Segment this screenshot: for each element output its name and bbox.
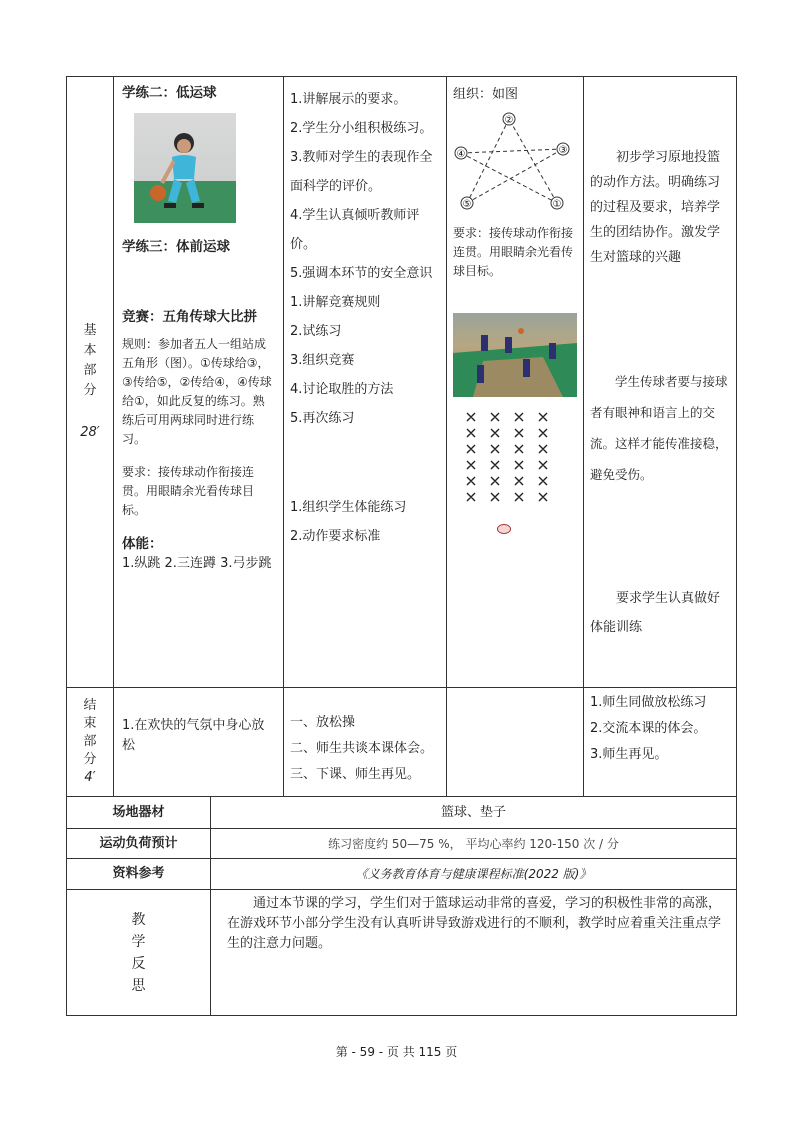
contest-rules: 规则：参加者五人一组站成五角形（图）。①传球给③，③传给⑤，②传给④，④传球给①，如此反复的练习。熟练后可用两球同时进行练习。 bbox=[122, 337, 272, 446]
end-steps-cell bbox=[284, 688, 447, 797]
end-phase-row bbox=[67, 688, 737, 797]
star-label: ④ bbox=[456, 149, 466, 160]
end-phase-cell bbox=[67, 688, 114, 797]
fitness-items: 1.纵跳 2.三连蹲 3.弓步跳 bbox=[122, 556, 272, 571]
drill2-title: 学练二：低运球 bbox=[122, 85, 217, 101]
end-phase-name: 结 束 部 分 bbox=[83, 698, 97, 767]
step-item: 2.动作要求标准 bbox=[290, 529, 381, 544]
end-content: 1.在欢快的气氛中身心放松 bbox=[122, 718, 265, 753]
teacher-marker-icon bbox=[497, 524, 511, 534]
step-item: 1.师生同做放松练习 bbox=[590, 695, 707, 710]
step-item: 5.强调本环节的安全意识 bbox=[290, 266, 433, 281]
lesson-plan-sheet bbox=[66, 76, 736, 1016]
reference-label: 资料参考 bbox=[67, 859, 211, 890]
step-item: 三、下课、师生再见。 bbox=[290, 767, 421, 782]
teacher-steps-a bbox=[290, 85, 440, 288]
contest-title: 竞赛：五角传球大比拼 bbox=[122, 309, 257, 325]
main-phase-row bbox=[67, 77, 737, 688]
teacher-steps-c bbox=[290, 493, 440, 551]
fitness-title: 体能： bbox=[122, 536, 163, 552]
step-item: 2.交流本课的体会。 bbox=[590, 721, 707, 736]
organization-requirement: 要求：接传球动作衔接连贯。用眼睛余光看传球目标。 bbox=[453, 226, 574, 278]
main-phase-name: 基 本 部 分 bbox=[83, 323, 97, 398]
step-item: 3.师生再见。 bbox=[590, 747, 668, 762]
venue-row bbox=[67, 797, 737, 829]
organization-cell bbox=[447, 77, 584, 688]
step-item: 1.组织学生体能练习 bbox=[290, 500, 407, 515]
venue-label: 场地器材 bbox=[67, 797, 211, 829]
goal-2: 学生传球者要与接球者有眼神和语言上的交流。这样才能传准接稳，避免受伤。 bbox=[590, 374, 728, 482]
step-item: 1.讲解竞赛规则 bbox=[290, 295, 381, 310]
step-item: 2.试练习 bbox=[290, 324, 342, 339]
teacher-steps-b bbox=[290, 288, 440, 433]
star-diagram bbox=[453, 111, 577, 218]
organization-label: 组织：如图 bbox=[453, 87, 519, 102]
goal-3: 要求学生认真做好体能训练 bbox=[590, 591, 721, 635]
fitness-formation-grid bbox=[463, 409, 577, 512]
end-goals-cell bbox=[584, 688, 737, 797]
end-organization-cell bbox=[447, 688, 584, 797]
reference-row bbox=[67, 859, 737, 890]
goals-cell bbox=[584, 77, 737, 688]
lesson-meta-table bbox=[66, 796, 737, 1016]
star-label: ① bbox=[552, 199, 562, 210]
step-item: 4.学生认真倾听教师评价。 bbox=[290, 208, 420, 252]
load-label: 运动负荷预计 bbox=[67, 829, 211, 859]
step-item: 4.讨论取胜的方法 bbox=[290, 382, 394, 397]
main-content-cell bbox=[114, 77, 284, 688]
main-phase-cell bbox=[67, 77, 114, 688]
star-label: ③ bbox=[558, 145, 568, 156]
teacher-steps-cell bbox=[284, 77, 447, 688]
reflection-label: 教 学 反 思 bbox=[131, 911, 146, 994]
end-phase-duration: 4′ bbox=[84, 770, 96, 785]
load-value: 练习密度约 50—75 %， 平均心率约 120-150 次 / 分 bbox=[211, 829, 737, 859]
reference-value: 《义务教育体育与健康课程标准(2022 版)》 bbox=[211, 859, 737, 890]
lesson-plan-table bbox=[66, 76, 737, 797]
step-item: 5.再次练习 bbox=[290, 411, 355, 426]
main-phase-duration: 28′ bbox=[80, 425, 100, 440]
step-item: 2.学生分小组积极练习。 bbox=[290, 121, 433, 136]
venue-value: 篮球、垫子 bbox=[211, 797, 737, 829]
step-item: 3.教师对学生的表现作全面科学的评价。 bbox=[290, 150, 433, 194]
passing-practice-photo bbox=[453, 313, 577, 397]
low-dribble-photo bbox=[134, 113, 236, 223]
goal-1: 初步学习原地投篮的动作方法。明确练习的过程及要求，培养学生的团结协作。激发学生对篮球的兴趣 bbox=[590, 150, 721, 265]
step-item: 1.讲解展示的要求。 bbox=[290, 92, 407, 107]
step-item: 二、师生共谈本课体会。 bbox=[290, 741, 434, 756]
drill3-title: 学练三：体前运球 bbox=[122, 239, 230, 255]
page-footer: 第 - 59 - 页 共 115 页 bbox=[335, 1045, 458, 1059]
reflection-row bbox=[67, 890, 737, 1016]
contest-requirement: 要求：接传球动作衔接连贯。用眼睛余光看传球目标。 bbox=[122, 465, 255, 517]
end-content-cell bbox=[114, 688, 284, 797]
star-label: ② bbox=[504, 115, 514, 126]
step-item: 一、放松操 bbox=[290, 715, 356, 730]
load-row bbox=[67, 829, 737, 859]
star-label: ⑤ bbox=[462, 199, 472, 210]
reflection-text: 通过本节课的学习，学生们对于篮球运动非常的喜爱，学习的积极性非常的高涨，在游戏环节小部分学生没有认真听讲导致游戏进行的不顺利，教学时应着重关注重点学生的注意力问题。 bbox=[211, 890, 737, 1016]
reflection-label-cell bbox=[67, 890, 211, 1016]
step-item: 3.组织竞赛 bbox=[290, 353, 355, 368]
